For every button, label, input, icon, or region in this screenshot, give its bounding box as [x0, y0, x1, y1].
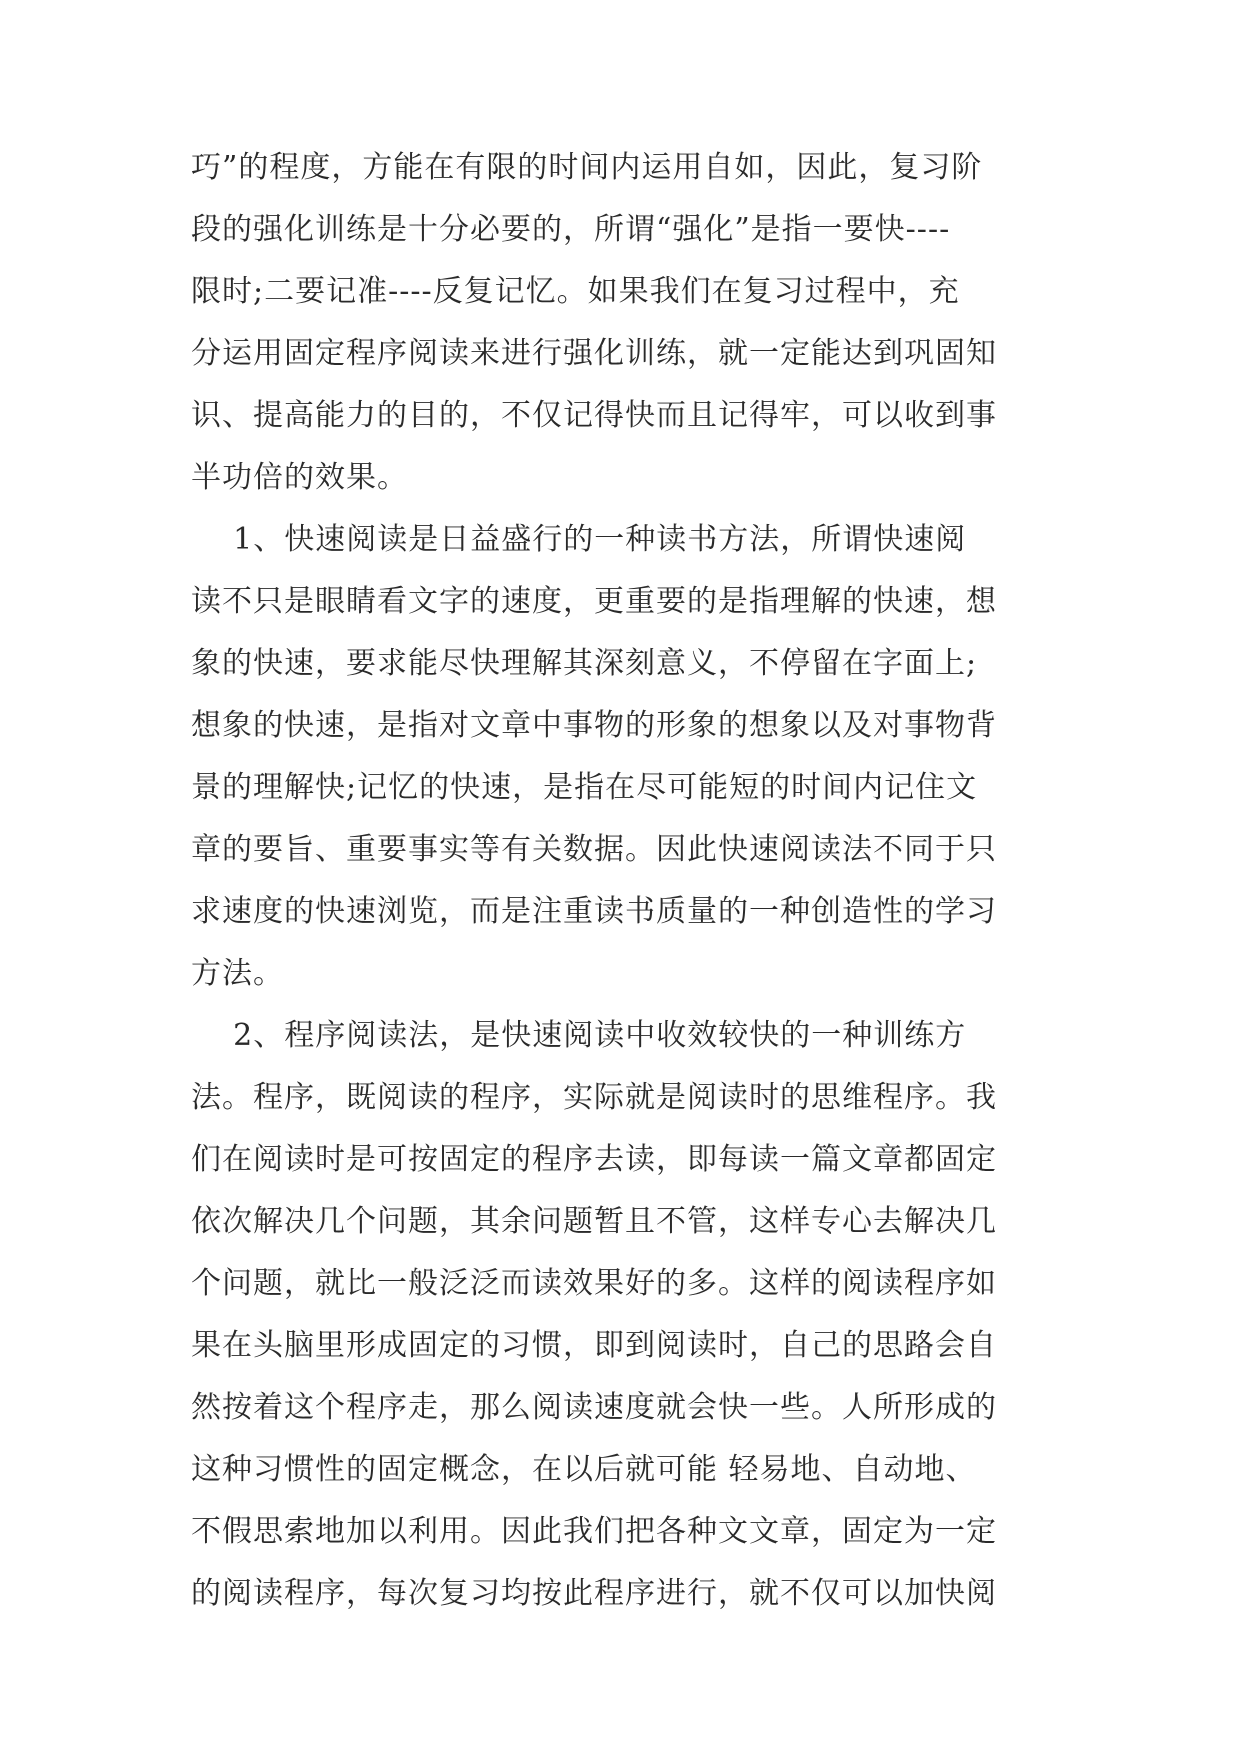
text-line: 求速度的快速浏览，而是注重读书质量的一种创造性的学习 [191, 894, 997, 929]
text-line: 读不只是眼睛看文字的速度，更重要的是指理解的快速，想 [191, 584, 997, 619]
text-line: 法。程序，既阅读的程序，实际就是阅读时的思维程序。我 [191, 1080, 997, 1115]
text-line: 段的强化训练是十分必要的，所谓“强化”是指一要快---- [191, 212, 951, 247]
text-line: 不假思索地加以利用。因此我们把各种文文章，固定为一定 [191, 1514, 997, 1549]
text-line: 这种习惯性的固定概念，在以后就可能 轻易地、自动地、 [191, 1452, 977, 1487]
text-line: 分运用固定程序阅读来进行强化训练，就一定能达到巩固知 [191, 336, 997, 371]
text-line: 象的快速，要求能尽快理解其深刻意义，不停留在字面上; [191, 646, 978, 681]
text-line: 的阅读程序，每次复习均按此程序进行，就不仅可以加快阅 [191, 1576, 997, 1611]
text-line: 景的理解快;记忆的快速，是指在尽可能短的时间内记住文 [191, 770, 978, 805]
text-line: 个问题，就比一般泛泛而读效果好的多。这样的阅读程序如 [191, 1266, 997, 1301]
text-line: 2、程序阅读法，是快速阅读中收效较快的一种训练方 [191, 1018, 967, 1053]
text-line: 然按着这个程序走，那么阅读速度就会快一些。人所形成的 [191, 1390, 997, 1425]
text-line: 半功倍的效果。 [191, 460, 408, 495]
text-line: 想象的快速，是指对文章中事物的形象的想象以及对事物背 [191, 708, 997, 743]
text-line: 方法。 [191, 956, 284, 991]
text-line: 识、提高能力的目的，不仅记得快而且记得牢，可以收到事 [191, 398, 997, 433]
text-line: 限时;二要记准----反复记忆。如果我们在复习过程中，充 [191, 274, 960, 309]
text-line: 果在头脑里形成固定的习惯，即到阅读时，自己的思路会自 [191, 1328, 997, 1363]
text-line: 1、快速阅读是日益盛行的一种读书方法，所谓快速阅 [191, 522, 967, 557]
text-line: 依次解决几个问题，其余问题暂且不管，这样专心去解决几 [191, 1204, 997, 1239]
text-line: 章的要旨、重要事实等有关数据。因此快速阅读法不同于只 [191, 832, 997, 867]
text-line: 们在阅读时是可按固定的程序去读，即每读一篇文章都固定 [191, 1142, 997, 1177]
text-line: 巧”的程度，方能在有限的时间内运用自如，因此，复习阶 [191, 150, 983, 185]
